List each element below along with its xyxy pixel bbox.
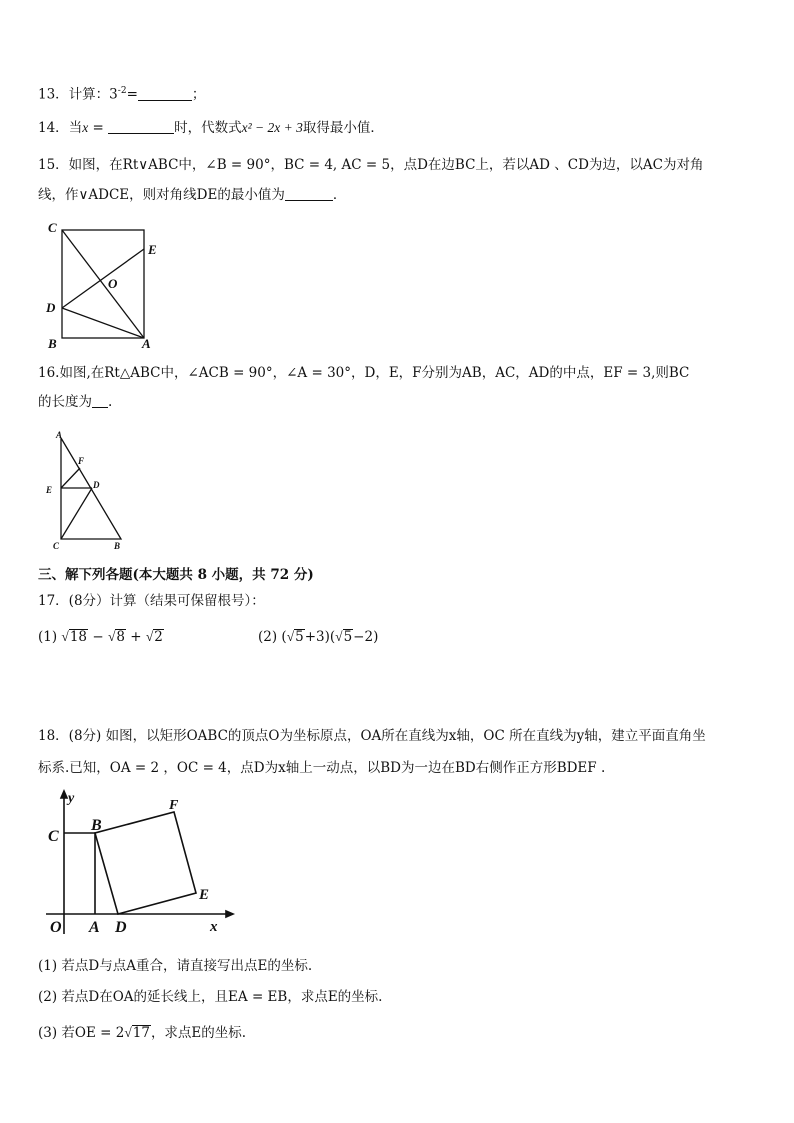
q17-p1-radicand-3: 2 [154, 629, 163, 645]
q16-label-d: D [93, 480, 100, 490]
q17-p2-radicand-1: 5 [295, 629, 304, 645]
q13-text: 13． [38, 86, 69, 103]
q17-p2-mid2: −2) [353, 629, 379, 645]
q16-label-a: A [56, 430, 63, 440]
question-18-line-2: 标系.已知，OA = 2 ，OC = 4，点D为x轴上一动点，以BD为一边在BD右侧作正方形BDEF . [38, 760, 606, 776]
q13-text-body: 计算：3 [68, 86, 118, 103]
q14-eq: = [88, 120, 109, 136]
q16-label-c: C [53, 541, 60, 551]
q17-p1-op2: + [130, 629, 142, 645]
q17-p2-label: (2) [258, 629, 278, 645]
q15-label-a: A [142, 336, 151, 351]
q16-label-e: E [46, 485, 53, 495]
q16-segment-ef [61, 468, 80, 488]
q18-square-bdef [95, 812, 196, 914]
q18-s3-radicand: 17 [132, 1025, 150, 1041]
q15-label-c: C [48, 220, 57, 235]
q18-figure [38, 784, 238, 944]
q14-expression: x² − 2x + 3 [241, 120, 303, 135]
q18-label-a: A [89, 919, 100, 936]
section-3-title: 三、解下列各题(本大题共 8 小题，共 72 分) [38, 567, 314, 583]
q16-segment-cd [61, 488, 92, 539]
q13-equals: = [126, 86, 138, 103]
q17-p2-radicand-2: 5 [343, 629, 353, 645]
q15-line2-text: 线，作∨ADCE，则对角线DE的最小值为 [38, 187, 285, 203]
q17-p2-mid1: +3)( [304, 629, 336, 645]
q18-y-axis-arrow [61, 791, 67, 798]
question-18-line-1: 18．(8分) 如图，以矩形OABC的顶点O为坐标原点，OA所在直线为x轴，OC 所在直线为y轴，建立平面直角坐 [38, 728, 706, 744]
q16-label-b: B [114, 541, 121, 551]
q18-label-e: E [199, 887, 210, 903]
q17-p1-radicand-1: 18 [69, 629, 88, 645]
q18-label-b: B [91, 817, 102, 834]
question-13 [38, 82, 205, 104]
q18-subquestion-3: (3) 若OE = 2√17，求点E的坐标. [38, 1025, 247, 1041]
q18-label-f: F [169, 798, 179, 813]
question-15-line-2 [38, 186, 346, 204]
q17-p1-radicand-2: 8 [116, 629, 125, 645]
q17-p2-open: ( [281, 629, 287, 645]
q15-line2-tail: ． [332, 187, 347, 203]
q14-tail: 取得最小值． [302, 120, 384, 136]
q15-label-e: E [148, 242, 157, 257]
q17-p1-op1: − [92, 629, 104, 645]
question-16-line-1: 16.如图,在Rt△ABC中，∠ACB = 90°，∠A = 30°，D，E，F分别为AB，AC，AD的中点，EF = 3,则BC [38, 365, 690, 381]
q14-lead: 当 [68, 120, 83, 136]
q15-label-d: D [46, 300, 56, 315]
q18-x-axis-arrow [226, 911, 233, 917]
q15-label-o: O [108, 276, 118, 291]
q15-label-b: B [48, 336, 57, 351]
q18-subquestion-1: (1) 若点D与点A重合，请直接写出点E的坐标. [38, 958, 313, 974]
q15-answer-blank [285, 186, 333, 201]
q18-label-c: C [48, 828, 59, 845]
q18-label-y: y [68, 791, 75, 806]
q13-answer-blank [138, 86, 192, 101]
q15-segment-da [62, 308, 144, 338]
question-17-part-2: (2) (√5+3)(√5−2) [258, 629, 379, 645]
q18-label-d: D [115, 919, 127, 936]
question-14 [38, 119, 384, 137]
q16-line2-tail: . [108, 394, 113, 410]
q18-subquestion-2: (2) 若点D在OA的延长线上，且EA = EB，求点E的坐标. [38, 989, 383, 1005]
q14-mid: 时，代数式 [174, 120, 242, 136]
q13-exponent: -2 [117, 86, 127, 96]
q18-label-x: x [210, 919, 218, 935]
q16-label-f: F [78, 456, 85, 466]
question-17-part-1: (1) √18 − √8 + √2 [38, 629, 163, 645]
question-17-stem: 17．(8分）计算（结果可保留根号）： [38, 593, 265, 609]
q13-tail: ； [191, 86, 206, 103]
q18-s3-text: (3) 若OE = 2 [38, 1025, 125, 1041]
question-15-line-1: 15．如图，在Rt∨ABC中，∠B = 90°，BC = 4, AC = 5，点D在边BC上，若以AD 、CD为边，以AC为对角 [38, 157, 704, 173]
q15-figure [38, 214, 168, 354]
q16-line2-text: 的长度为 [38, 394, 92, 410]
q17-p1-label: (1) [38, 629, 58, 645]
q14-var: x [82, 120, 89, 135]
q18-s3-tail: ，求点E的坐标. [150, 1025, 247, 1041]
q14-answer-blank [108, 119, 174, 134]
q16-figure [38, 426, 138, 554]
q15-diagonal-ca [62, 230, 144, 338]
q18-label-o: O [50, 919, 62, 936]
q16-answer-blank [92, 393, 108, 408]
q14-num: 14． [38, 120, 69, 136]
q15-diagonal-de [62, 249, 144, 308]
question-16-line-2 [38, 393, 112, 411]
